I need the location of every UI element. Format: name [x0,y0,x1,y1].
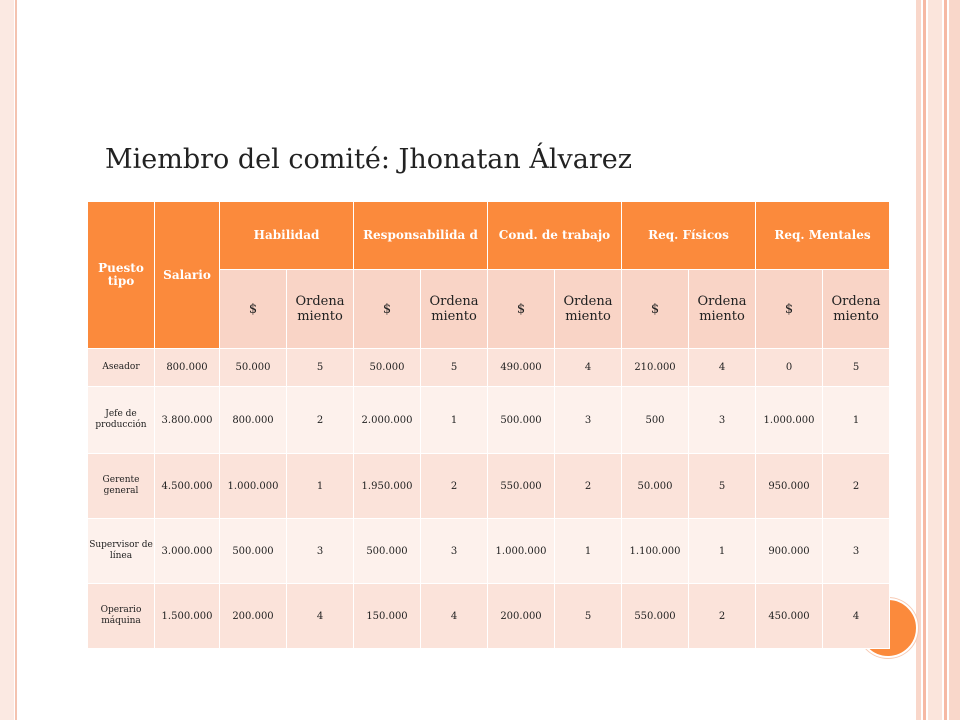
rank-cell: 3 [287,519,354,584]
salario-cell: 1.500.000 [155,584,220,649]
data-table [87,201,890,649]
salario-cell: 3.800.000 [155,387,220,454]
rank-cell: 4 [287,584,354,649]
amount-cell: 50.000 [622,454,689,519]
subheader-dollar: $ [220,270,287,349]
amount-cell: 1.000.000 [488,519,555,584]
amount-cell: 950.000 [756,454,823,519]
right-decor-stripes [916,0,960,720]
rank-cell: 5 [287,349,354,387]
rank-cell: 5 [421,349,488,387]
amount-cell: 50.000 [354,349,421,387]
amount-cell: 1.000.000 [756,387,823,454]
rank-cell: 4 [689,349,756,387]
header-group: Req. Mentales [756,202,890,270]
left-decor-bar [0,0,14,720]
table-row [88,387,890,454]
rank-cell: 1 [287,454,354,519]
rank-cell: 1 [421,387,488,454]
header-group: Req. Físicos [622,202,756,270]
rank-cell: 1 [689,519,756,584]
puesto-cell: Operario máquina [88,584,155,649]
rank-cell: 4 [555,349,622,387]
amount-cell: 150.000 [354,584,421,649]
amount-cell: 900.000 [756,519,823,584]
puesto-cell: Aseador [88,349,155,387]
amount-cell: 2.000.000 [354,387,421,454]
subheader-orden: Ordena miento [689,270,756,349]
rank-cell: 4 [421,584,488,649]
rank-cell: 1 [823,387,890,454]
header-group: Cond. de trabajo [488,202,622,270]
rank-cell: 3 [689,387,756,454]
table-row [88,349,890,387]
rank-cell: 4 [823,584,890,649]
rank-cell: 2 [421,454,488,519]
header-puesto: Puesto tipo [88,202,155,349]
header-group: Responsabilida d [354,202,488,270]
amount-cell: 450.000 [756,584,823,649]
page-title: Miembro del comité: Jhonatan Álvarez [105,144,632,175]
amount-cell: 1.950.000 [354,454,421,519]
amount-cell: 50.000 [220,349,287,387]
rank-cell: 2 [287,387,354,454]
amount-cell: 550.000 [488,454,555,519]
rank-cell: 2 [555,454,622,519]
puesto-cell: Supervisor de línea [88,519,155,584]
amount-cell: 210.000 [622,349,689,387]
table-row [88,454,890,519]
rank-cell: 5 [555,584,622,649]
amount-cell: 1.100.000 [622,519,689,584]
amount-cell: 550.000 [622,584,689,649]
subheader-orden: Ordena miento [555,270,622,349]
amount-cell: 500 [622,387,689,454]
header-salario: Salario [155,202,220,349]
amount-cell: 800.000 [220,387,287,454]
left-decor-line [15,0,17,720]
salario-cell: 800.000 [155,349,220,387]
subheader-dollar: $ [756,270,823,349]
rank-cell: 3 [421,519,488,584]
rank-cell: 5 [689,454,756,519]
amount-cell: 500.000 [220,519,287,584]
subheader-orden: Ordena miento [287,270,354,349]
subheader-dollar: $ [354,270,421,349]
table-row [88,584,890,649]
header-group: Habilidad [220,202,354,270]
rank-cell: 2 [823,454,890,519]
subheader-orden: Ordena miento [421,270,488,349]
amount-cell: 0 [756,349,823,387]
rank-cell: 3 [555,387,622,454]
amount-cell: 1.000.000 [220,454,287,519]
subheader-orden: Ordena miento [823,270,890,349]
amount-cell: 200.000 [488,584,555,649]
puesto-cell: Jefe de producción [88,387,155,454]
table-row [88,519,890,584]
salario-cell: 4.500.000 [155,454,220,519]
rank-cell: 2 [689,584,756,649]
amount-cell: 500.000 [354,519,421,584]
subheader-dollar: $ [622,270,689,349]
puesto-cell: Gerente general [88,454,155,519]
amount-cell: 490.000 [488,349,555,387]
salario-cell: 3.000.000 [155,519,220,584]
rank-cell: 5 [823,349,890,387]
rank-cell: 3 [823,519,890,584]
amount-cell: 200.000 [220,584,287,649]
amount-cell: 500.000 [488,387,555,454]
rank-cell: 1 [555,519,622,584]
subheader-dollar: $ [488,270,555,349]
